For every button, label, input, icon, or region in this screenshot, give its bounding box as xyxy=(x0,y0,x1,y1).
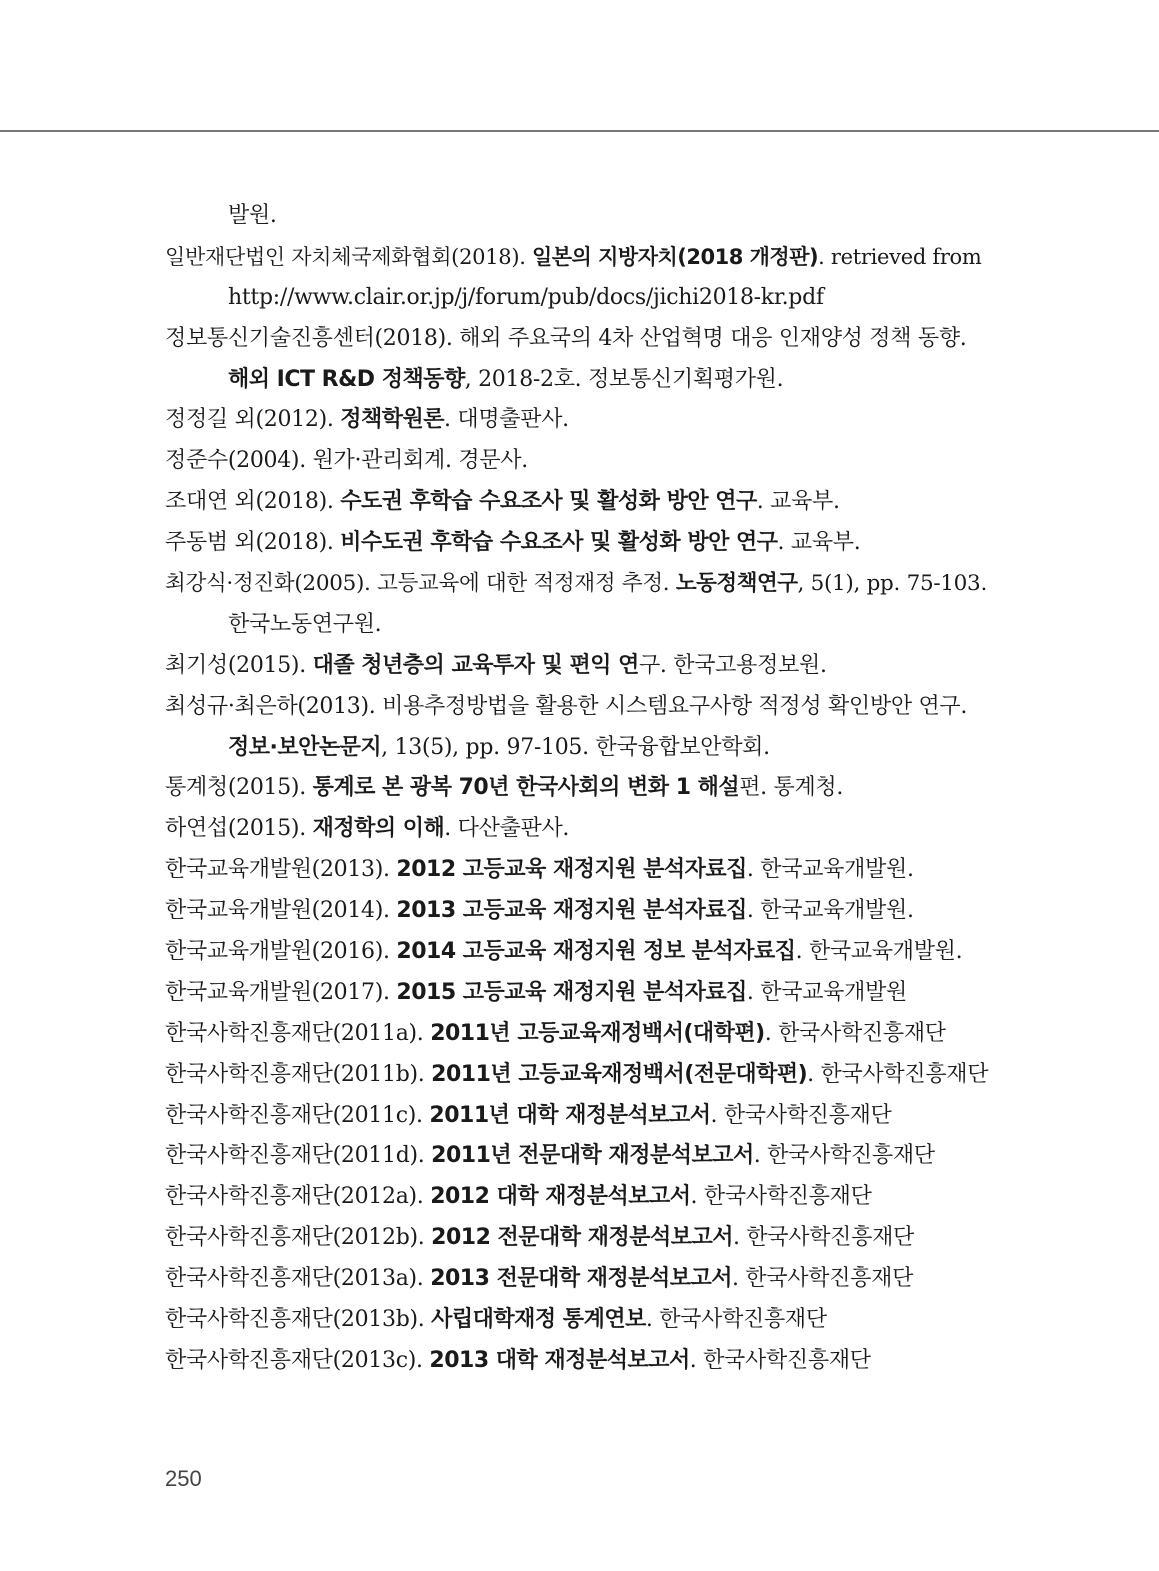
reference-title: 2011년 전문대학 재정분석보고서 xyxy=(431,1143,754,1169)
reference-text: 정보통신기술진흥센터(2018). 해외 주요국의 4차 산업혁명 대응 인재양성 정책 동향. xyxy=(165,325,967,351)
reference-text: 주동범 외(2018). xyxy=(165,530,341,556)
reference-entry-line xyxy=(165,1014,995,1055)
reference-text: 한국교육개발원(2014). xyxy=(165,898,397,924)
reference-text: 한국사학진흥재단(2012b). xyxy=(165,1225,432,1251)
reference-text: . 한국사학진흥재단 xyxy=(753,1143,935,1169)
reference-text: , 2018-2호. 정보통신기획평가원. xyxy=(464,366,784,392)
reference-title: 비수도권 후학습 수요조사 및 활성화 방안 연구 xyxy=(340,530,778,556)
reference-entry-line xyxy=(165,564,995,605)
reference-text: . 한국사학진흥재단 xyxy=(710,1102,892,1128)
reference-title: 2012 고등교육 재정지원 분석자료집 xyxy=(396,857,747,883)
reference-continuation-line xyxy=(165,360,995,401)
reference-text: 하연섭(2015). xyxy=(165,816,313,842)
reference-text: 한국교육개발원(2013). xyxy=(165,857,397,883)
reference-text: . 한국사학진흥재단 xyxy=(689,1347,871,1373)
reference-entry-line xyxy=(165,891,995,932)
header-rule xyxy=(0,130,1159,132)
reference-entry-line xyxy=(165,400,995,441)
reference-title: 대졸 청년층의 교육투자 및 편익 연 xyxy=(312,652,639,678)
reference-title: 2013 대학 재정분석보고서 xyxy=(429,1347,690,1373)
reference-title: 정책학원론 xyxy=(340,407,445,433)
reference-text: . 한국사학진흥재단 xyxy=(807,1061,989,1087)
reference-text: 최강식·정진화(2005). 고등교육에 대한 적정재정 추정. xyxy=(165,571,676,597)
reference-list xyxy=(165,196,995,1382)
reference-text: 한국사학진흥재단(2011d). xyxy=(165,1143,432,1169)
reference-title: 노동정책연구 xyxy=(675,571,798,597)
reference-entry-line xyxy=(165,1096,995,1137)
reference-title: 2015 고등교육 재정지원 분석자료집 xyxy=(396,979,747,1005)
reference-text: 최기성(2015). xyxy=(165,652,313,678)
reference-entry-line xyxy=(165,768,995,809)
reference-title: 사립대학재정 통계연보 xyxy=(431,1307,646,1333)
reference-entry-line xyxy=(165,1341,995,1382)
reference-text: 한국사학진흥재단(2011b). xyxy=(165,1061,432,1087)
reference-title: 2011년 고등교육재정백서(전문대학편) xyxy=(431,1061,808,1087)
reference-text: 한국사학진흥재단(2011a). xyxy=(165,1020,431,1046)
reference-entry-line xyxy=(165,1136,995,1177)
reference-text: . 한국교육개발원. xyxy=(746,857,914,883)
reference-entry-line xyxy=(165,1259,995,1300)
reference-entry-line xyxy=(165,687,995,728)
reference-text: 정정길 외(2012). xyxy=(165,407,341,433)
reference-text: . 대명출판사. xyxy=(444,407,569,433)
reference-text: 조대연 외(2018). xyxy=(165,489,341,515)
reference-continuation-line xyxy=(165,605,995,646)
reference-title: 일본의 지방자치(2018 개정판) xyxy=(531,244,819,269)
reference-text: 한국교육개발원(2017). xyxy=(165,979,397,1005)
reference-text: 한국사학진흥재단(2013a). xyxy=(165,1266,431,1292)
reference-text: . retrieved from xyxy=(818,244,982,269)
reference-continuation-line xyxy=(165,728,995,769)
reference-entry-line xyxy=(165,1218,995,1259)
reference-entry-line xyxy=(165,1300,995,1341)
reference-text: 한국사학진흥재단(2013b). xyxy=(165,1307,432,1333)
reference-title: 2011년 고등교육재정백서(대학편) xyxy=(430,1020,765,1046)
reference-text: 구. 한국고용정보원. xyxy=(638,652,827,678)
reference-text: . 한국교육개발원 xyxy=(746,979,907,1005)
reference-entry-line xyxy=(165,646,995,687)
reference-text: . 한국사학진흥재단 xyxy=(732,1266,914,1292)
reference-title: 2014 고등교육 재정지원 정보 분석자료집 xyxy=(396,939,796,965)
reference-text: 발원. xyxy=(228,203,277,228)
reference-text: 최성규·최은하(2013). 비용추정방법을 활용한 시스템요구사항 적정성 확인방안 연구. xyxy=(165,693,968,719)
reference-title: 정보·보안논문지 xyxy=(228,734,382,760)
reference-title: 2012 전문대학 재정분석보고서 xyxy=(431,1225,733,1251)
reference-continuation-line xyxy=(165,196,995,237)
reference-text: http://www.clair.or.jp/j/forum/pub/docs/jichi2018-kr.pdf xyxy=(228,284,824,310)
reference-text: . 한국사학진흥재단 xyxy=(690,1184,872,1210)
reference-text: 한국사학진흥재단(2013c). xyxy=(165,1347,430,1373)
reference-entry-line xyxy=(165,237,995,278)
reference-entry-line xyxy=(165,441,995,482)
reference-text: . 다산출판사. xyxy=(444,816,570,842)
reference-text: . 교육부. xyxy=(777,530,861,556)
reference-text: 한국사학진흥재단(2012a). xyxy=(165,1184,431,1210)
reference-text: 일반재단법인 자치체국제화협회(2018). xyxy=(165,244,532,269)
reference-entry-line xyxy=(165,809,995,850)
reference-entry-line xyxy=(165,523,995,564)
reference-entry-line xyxy=(165,850,995,891)
reference-text: . 한국교육개발원. xyxy=(746,898,914,924)
page-number: 250 xyxy=(165,1466,202,1491)
reference-entry-line xyxy=(165,973,995,1014)
reference-text: 한국교육개발원(2016). xyxy=(165,939,397,965)
reference-text: , 13(5), pp. 97-105. 한국융합보안학회. xyxy=(381,734,770,760)
reference-title: 재정학의 이해 xyxy=(312,816,445,842)
reference-title: 통계로 본 광복 70년 한국사회의 변화 1 해설 xyxy=(312,775,740,801)
reference-entry-line xyxy=(165,319,995,360)
reference-title: 2011년 대학 재정분석보고서 xyxy=(429,1102,711,1128)
reference-entry-line xyxy=(165,932,995,973)
reference-text: 정준수(2004). 원가·관리회계. 경문사. xyxy=(165,448,528,474)
reference-text: 한국사학진흥재단(2011c). xyxy=(165,1102,430,1128)
reference-title: 2013 고등교육 재정지원 분석자료집 xyxy=(396,898,747,924)
reference-title: 2012 대학 재정분석보고서 xyxy=(430,1184,691,1210)
reference-entry-line xyxy=(165,482,995,523)
reference-title: 해외 ICT R&D 정책동향 xyxy=(228,366,465,392)
reference-text: . 한국사학진흥재단 xyxy=(764,1020,946,1046)
reference-title: 수도권 후학습 수요조사 및 활성화 방안 연구 xyxy=(340,489,757,515)
reference-text: . 한국사학진흥재단 xyxy=(645,1307,827,1333)
reference-text: , 5(1), pp. 75-103. xyxy=(797,571,987,597)
reference-entry-line xyxy=(165,1055,995,1096)
reference-continuation-line xyxy=(165,278,995,319)
reference-entry-line xyxy=(165,1177,995,1218)
reference-text: . 교육부. xyxy=(756,489,840,515)
reference-text: 편. 통계청. xyxy=(739,775,844,801)
reference-text: . 한국교육개발원. xyxy=(795,939,963,965)
reference-text: 통계청(2015). xyxy=(165,775,313,801)
reference-title: 2013 전문대학 재정분석보고서 xyxy=(430,1266,733,1292)
reference-text: 한국노동연구원. xyxy=(228,611,382,637)
reference-text: . 한국사학진흥재단 xyxy=(732,1225,914,1251)
